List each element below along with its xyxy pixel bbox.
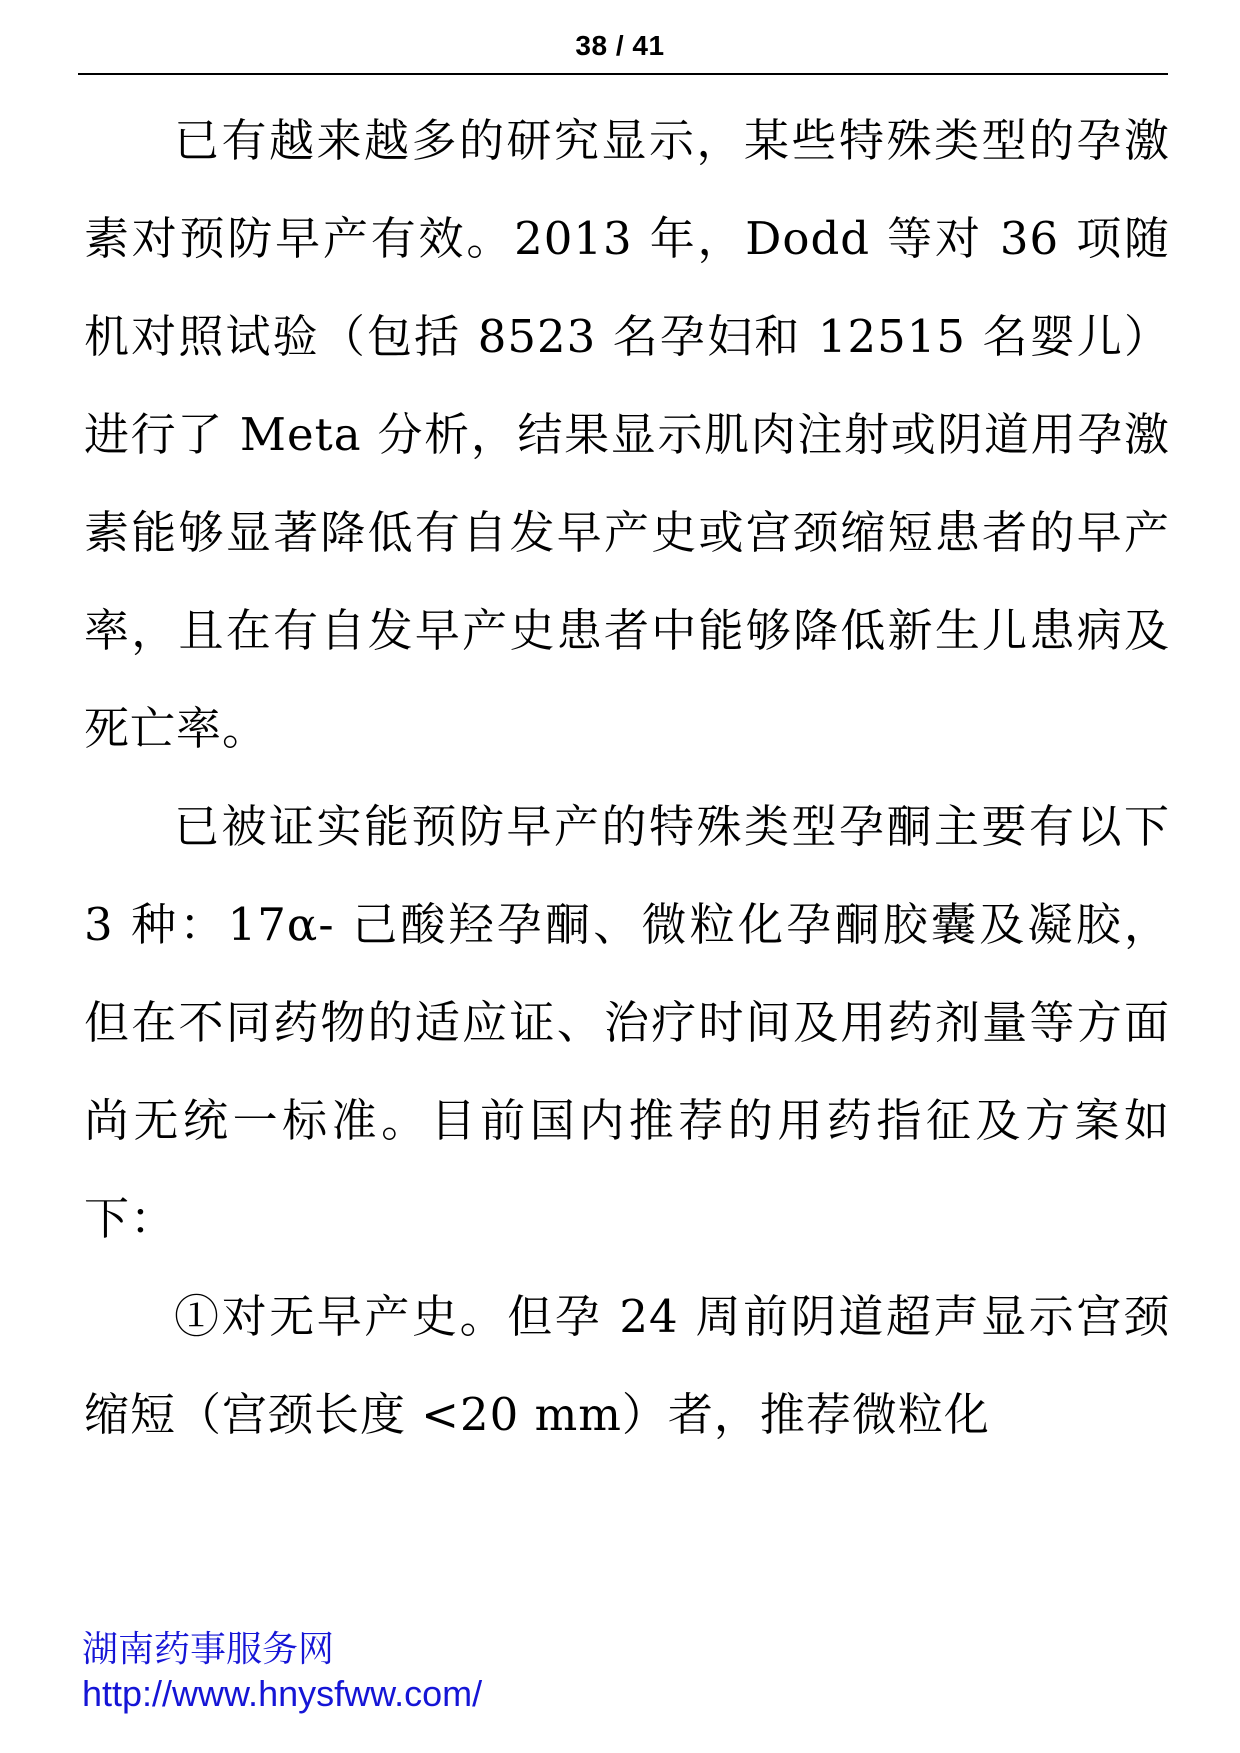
page-header [0,0,1240,70]
footer-site-link[interactable]: http://www.hnysfww.com/ [82,1673,483,1714]
paragraph-progestogen-evidence: 已有越来越多的研究显示，某些特殊类型的孕激素对预防早产有效。2013 年，Dodd 等对 36 项随机对照试验（包括 8523 名孕妇和 12515 名婴儿）进行了 Meta 分析，结果显示肌肉注射或阴道用孕激素能够显著降低有自发早产史或宫颈缩短患者的早产率，且在有自发早产史患者中能够降低新生儿患病及死亡率。 [84,114,1170,755]
document-body [84,92,1170,1464]
paragraph-progesterone-types: 已被证实能预防早产的特殊类型孕酮主要有以下 3 种：17α- 己酸羟孕酮、微粒化孕酮胶囊及凝胶，但在不同药物的适应证、治疗时间及用药剂量等方面尚无统一标准。目前国内推荐的用药指征及方案如下： [84,800,1170,1245]
page-footer [82,1628,782,1716]
footer-site-name: 湖南药事服务网 [82,1629,335,1670]
page-number: 38 / 41 [575,30,665,61]
header-divider [78,73,1168,75]
paragraph-indication-1: ①对无早产史。但孕 24 周前阴道超声显示宫颈缩短（宫颈长度 <20 mm）者，推荐微粒化 [84,1290,1170,1441]
